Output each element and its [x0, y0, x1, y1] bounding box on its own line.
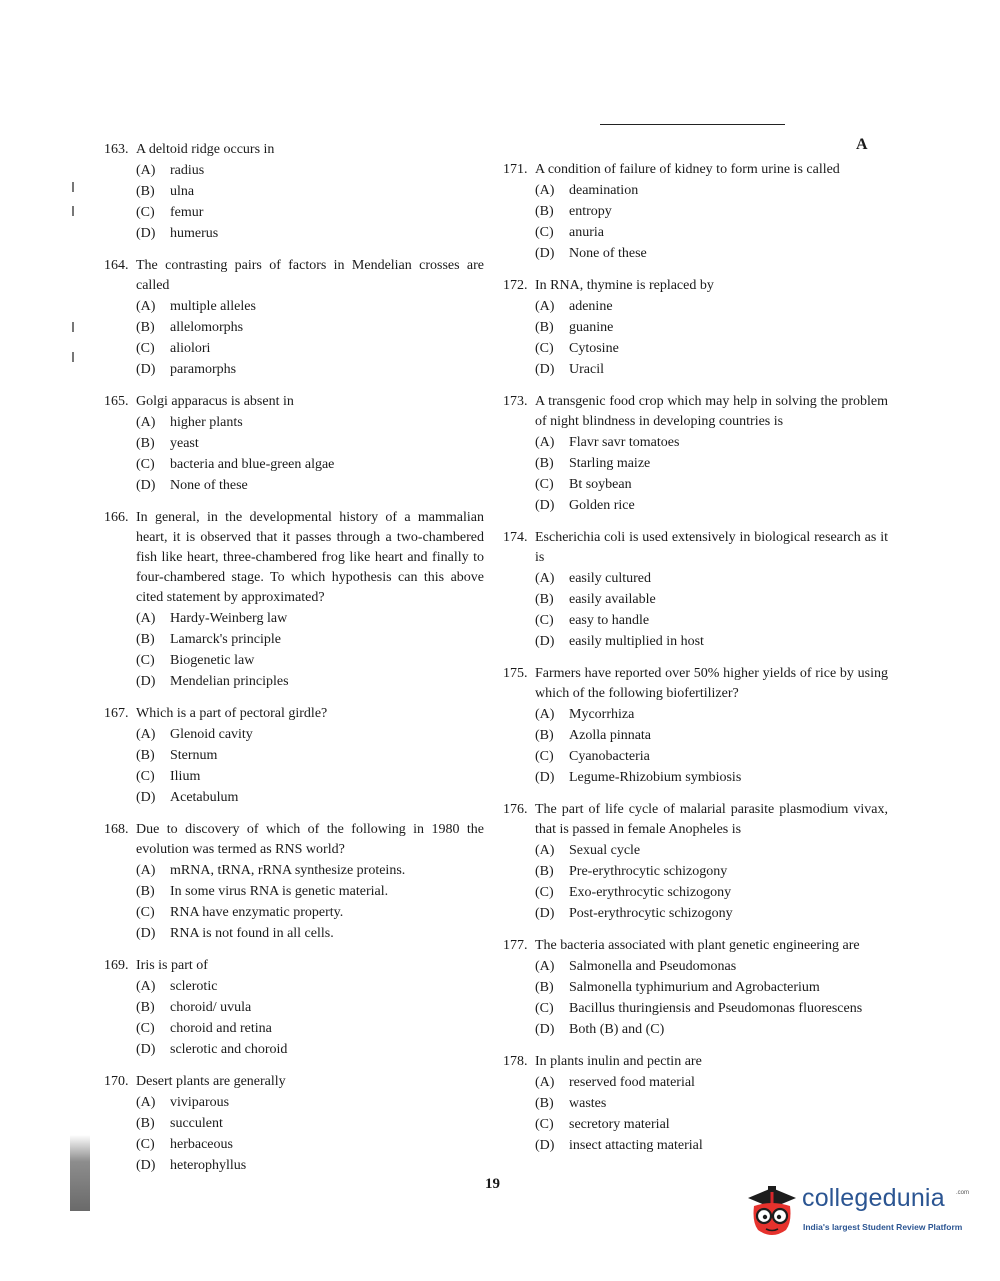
option-text: sclerotic [170, 979, 218, 994]
answer-option [136, 1135, 484, 1155]
option-text: Exo-erythrocytic schizogony [569, 885, 732, 900]
option-letter: (D) [136, 1158, 156, 1173]
question-stem [104, 140, 484, 160]
option-letter: (D) [535, 634, 555, 649]
question-text: Which is a part of pectoral girdle? [136, 706, 328, 721]
option-letter: (C) [136, 457, 155, 472]
question-text: The part of life cycle of malarial parasite plasmodium vivax, that is passed in female Anopheles is [535, 802, 888, 837]
answer-option [136, 1040, 484, 1060]
answer-option [535, 632, 888, 652]
question-number: 173. [503, 394, 528, 409]
question-number: 175. [503, 666, 528, 681]
answer-option [136, 1093, 484, 1113]
option-text: choroid/ uvula [170, 1000, 252, 1015]
option-letter: (B) [535, 864, 554, 879]
option-letter: (C) [535, 1117, 554, 1132]
set-label: A [856, 136, 868, 153]
option-text: yeast [170, 436, 199, 451]
scan-edge-mark [72, 182, 74, 192]
answer-option [535, 202, 888, 222]
option-letter: (A) [535, 299, 555, 314]
question-number: 177. [503, 938, 528, 953]
option-text: Cytosine [569, 341, 619, 356]
answer-option [535, 978, 888, 998]
option-letter: (A) [535, 707, 555, 722]
option-text: adenine [569, 299, 613, 314]
question-number: 171. [503, 162, 528, 177]
question-number: 163. [104, 142, 129, 157]
option-letter: (B) [535, 592, 554, 607]
option-text: Uracil [569, 362, 604, 377]
option-text: entropy [569, 204, 612, 219]
question-170 [104, 1072, 484, 1176]
option-text: Biogenetic law [170, 653, 255, 668]
option-letter: (B) [136, 184, 155, 199]
option-letter: (D) [136, 1042, 156, 1057]
answer-option [136, 609, 484, 629]
answer-option [136, 725, 484, 745]
option-text: Ilium [170, 769, 201, 784]
option-text: RNA is not found in all cells. [170, 926, 334, 941]
answer-option [535, 244, 888, 264]
option-letter: (B) [136, 1116, 155, 1131]
answer-option [136, 977, 484, 997]
question-text: In plants inulin and pectin are [535, 1054, 702, 1069]
option-text: aliolori [170, 341, 211, 356]
scan-edge-mark [72, 206, 74, 216]
question-stem [104, 820, 484, 860]
option-text: Mycorrhiza [569, 707, 635, 722]
question-stem [503, 160, 888, 180]
question-text: A transgenic food crop which may help in solving the problem of night blindness in developing countries is [535, 394, 888, 429]
option-letter: (D) [535, 1022, 555, 1037]
question-text: Escherichia coli is used extensively in biological research as it is [535, 530, 888, 565]
answer-option [136, 672, 484, 692]
question-stem [104, 256, 484, 296]
option-text: Flavr savr tomatoes [569, 435, 680, 450]
option-text: Starling maize [569, 456, 651, 471]
answer-option [535, 611, 888, 631]
question-stem [503, 664, 888, 704]
option-letter: (C) [535, 341, 554, 356]
option-letter: (C) [136, 341, 155, 356]
answer-option [535, 360, 888, 380]
answer-option [136, 1019, 484, 1039]
answer-option [136, 413, 484, 433]
option-letter: (A) [535, 183, 555, 198]
option-text: Sternum [170, 748, 218, 763]
option-text: sclerotic and choroid [170, 1042, 288, 1057]
answer-option [535, 1136, 888, 1156]
option-text: wastes [569, 1096, 607, 1111]
option-letter: (A) [136, 727, 156, 742]
option-text: Acetabulum [170, 790, 239, 805]
option-letter: (D) [136, 478, 156, 493]
option-text: Post-erythrocytic schizogony [569, 906, 733, 921]
answer-option [136, 1156, 484, 1176]
answer-option [136, 297, 484, 317]
answer-option [535, 223, 888, 243]
question-163 [104, 140, 484, 244]
answer-option [535, 1115, 888, 1135]
option-text: anuria [569, 225, 604, 240]
option-letter: (D) [535, 1138, 555, 1153]
question-stem [503, 392, 888, 432]
answer-option [535, 297, 888, 317]
answer-option [136, 1114, 484, 1134]
answer-option [535, 883, 888, 903]
option-letter: (B) [136, 1000, 155, 1015]
option-text: heterophyllus [170, 1158, 247, 1173]
option-text: RNA have enzymatic property. [170, 905, 344, 920]
question-168 [104, 820, 484, 944]
option-letter: (C) [535, 477, 554, 492]
option-letter: (B) [136, 436, 155, 451]
logo-domain-suffix: .com [956, 1190, 970, 1196]
answer-option [136, 161, 484, 181]
option-text: None of these [170, 478, 248, 493]
option-text: Sexual cycle [569, 843, 641, 858]
question-number: 172. [503, 278, 528, 293]
option-text: Lamarck's principle [170, 632, 281, 647]
question-text: Iris is part of [136, 958, 208, 973]
answer-option [136, 339, 484, 359]
collegedunia-logo [742, 1180, 972, 1244]
answer-option [136, 360, 484, 380]
option-letter: (D) [136, 674, 156, 689]
option-letter: (C) [136, 905, 155, 920]
question-172 [503, 276, 888, 380]
option-letter: (C) [136, 769, 155, 784]
question-text: A condition of failure of kidney to form urine is called [535, 162, 840, 177]
answer-option [136, 998, 484, 1018]
question-176 [503, 800, 888, 924]
question-167 [104, 704, 484, 808]
answer-option [136, 630, 484, 650]
answer-option [535, 747, 888, 767]
option-text: viviparous [170, 1095, 230, 1110]
option-text: Mendelian principles [170, 674, 289, 689]
question-text: In RNA, thymine is replaced by [535, 278, 714, 293]
answer-option [136, 203, 484, 223]
option-text: higher plants [170, 415, 243, 430]
option-text: Bt soybean [569, 477, 632, 492]
answer-option [535, 1094, 888, 1114]
option-text: Legume-Rhizobium symbiosis [569, 770, 742, 785]
option-text: easily multiplied in host [569, 634, 704, 649]
question-175 [503, 664, 888, 788]
question-stem [104, 392, 484, 412]
answer-option [136, 903, 484, 923]
answer-option [535, 841, 888, 861]
option-letter: (B) [535, 456, 554, 471]
question-stem [503, 1052, 888, 1072]
option-text: humerus [170, 226, 219, 241]
scan-edge-shadow [70, 1135, 90, 1211]
question-166 [104, 508, 484, 692]
option-text: Glenoid cavity [170, 727, 253, 742]
option-letter: (D) [136, 790, 156, 805]
option-letter: (B) [535, 204, 554, 219]
option-text: Both (B) and (C) [569, 1022, 665, 1037]
answer-option [535, 590, 888, 610]
option-letter: (D) [136, 362, 156, 377]
question-text: A deltoid ridge occurs in [136, 142, 275, 157]
option-letter: (C) [136, 205, 155, 220]
option-text: herbaceous [170, 1137, 233, 1152]
logo-tagline: India's largest Student Review Platform [803, 1222, 963, 1232]
answer-option [136, 651, 484, 671]
option-text: Golden rice [569, 498, 635, 513]
answer-option [535, 181, 888, 201]
question-stem [104, 704, 484, 724]
option-letter: (C) [535, 225, 554, 240]
answer-option [535, 1073, 888, 1093]
option-text: Cyanobacteria [569, 749, 650, 764]
option-letter: (D) [535, 498, 555, 513]
option-letter: (C) [136, 653, 155, 668]
answer-option [136, 924, 484, 944]
option-text: mRNA, tRNA, rRNA synthesize proteins. [170, 863, 406, 878]
answer-option [136, 224, 484, 244]
logo-wordmark: collegedunia [802, 1184, 945, 1212]
option-text: allelomorphs [170, 320, 244, 335]
option-text: Azolla pinnata [569, 728, 652, 743]
option-letter: (A) [535, 843, 555, 858]
option-letter: (B) [535, 1096, 554, 1111]
option-text: ulna [170, 184, 195, 199]
option-letter: (D) [535, 362, 555, 377]
option-text: insect attacting material [569, 1138, 703, 1153]
option-letter: (D) [535, 906, 555, 921]
question-number: 169. [104, 958, 129, 973]
option-letter: (B) [136, 320, 155, 335]
option-letter: (A) [535, 571, 555, 586]
option-letter: (A) [136, 611, 156, 626]
question-number: 176. [503, 802, 528, 817]
answer-option [136, 882, 484, 902]
left-question-column [104, 140, 484, 1188]
answer-option [535, 496, 888, 516]
option-text: choroid and retina [170, 1021, 272, 1036]
option-text: Pre-erythrocytic schizogony [569, 864, 728, 879]
header-rule [600, 124, 785, 125]
answer-option [136, 746, 484, 766]
question-text: The contrasting pairs of factors in Mendelian crosses are called [136, 258, 484, 293]
question-stem [104, 508, 484, 608]
answer-option [136, 861, 484, 881]
question-stem [503, 276, 888, 296]
question-text: Golgi apparacus is absent in [136, 394, 294, 409]
question-178 [503, 1052, 888, 1156]
option-text: In some virus RNA is genetic material. [170, 884, 389, 899]
answer-option [535, 957, 888, 977]
answer-option [535, 904, 888, 924]
question-164 [104, 256, 484, 380]
option-letter: (A) [136, 1095, 156, 1110]
question-177 [503, 936, 888, 1040]
answer-option [136, 318, 484, 338]
answer-option [136, 182, 484, 202]
scan-edge-mark [72, 352, 74, 362]
question-169 [104, 956, 484, 1060]
option-text: Salmonella typhimurium and Agrobacterium [569, 980, 820, 995]
question-165 [104, 392, 484, 496]
option-text: radius [170, 163, 205, 178]
answer-option [136, 476, 484, 496]
option-text: Hardy-Weinberg law [170, 611, 288, 626]
answer-option [535, 1020, 888, 1040]
option-letter: (B) [136, 632, 155, 647]
question-number: 174. [503, 530, 528, 545]
question-174 [503, 528, 888, 652]
option-text: reserved food material [569, 1075, 695, 1090]
option-letter: (A) [535, 959, 555, 974]
question-stem [503, 800, 888, 840]
option-letter: (C) [535, 885, 554, 900]
option-text: bacteria and blue-green algae [170, 457, 335, 472]
question-text: Desert plants are generally [136, 1074, 286, 1089]
question-number: 166. [104, 510, 129, 525]
question-stem [104, 956, 484, 976]
option-letter: (C) [136, 1021, 155, 1036]
answer-option [535, 318, 888, 338]
option-text: femur [170, 205, 204, 220]
option-text: succulent [170, 1116, 223, 1131]
option-letter: (C) [535, 749, 554, 764]
answer-option [535, 999, 888, 1019]
question-stem [503, 528, 888, 568]
option-text: guanine [569, 320, 614, 335]
right-question-column [503, 160, 888, 1168]
answer-option [136, 455, 484, 475]
question-number: 168. [104, 822, 129, 837]
answer-option [535, 768, 888, 788]
answer-option [535, 569, 888, 589]
option-text: easily cultured [569, 571, 652, 586]
option-text: multiple alleles [170, 299, 256, 314]
question-171 [503, 160, 888, 264]
answer-option [535, 726, 888, 746]
scan-edge-mark [72, 322, 74, 332]
option-text: None of these [569, 246, 647, 261]
page-number: 19 [485, 1176, 500, 1192]
option-letter: (A) [136, 979, 156, 994]
option-letter: (B) [535, 320, 554, 335]
question-173 [503, 392, 888, 516]
question-number: 178. [503, 1054, 528, 1069]
student-mascot-icon [742, 1182, 800, 1240]
answer-option [535, 862, 888, 882]
option-letter: (C) [136, 1137, 155, 1152]
answer-option [136, 788, 484, 808]
question-text: Farmers have reported over 50% higher yields of rice by using which of the following biofertilizer? [535, 666, 888, 701]
option-text: easily available [569, 592, 656, 607]
question-number: 167. [104, 706, 129, 721]
option-text: paramorphs [170, 362, 237, 377]
option-letter: (C) [535, 613, 554, 628]
option-letter: (A) [136, 415, 156, 430]
question-stem [503, 936, 888, 956]
answer-option [136, 434, 484, 454]
option-letter: (B) [535, 980, 554, 995]
answer-option [535, 475, 888, 495]
question-text: Due to discovery of which of the following in 1980 the evolution was termed as RNS world? [136, 822, 484, 857]
option-letter: (A) [136, 299, 156, 314]
option-text: Salmonella and Pseudomonas [569, 959, 737, 974]
option-letter: (D) [535, 770, 555, 785]
option-letter: (D) [535, 246, 555, 261]
question-text: The bacteria associated with plant genetic engineering are [535, 938, 860, 953]
option-letter: (A) [535, 435, 555, 450]
answer-option [535, 433, 888, 453]
option-letter: (B) [136, 748, 155, 763]
option-text: Bacillus thuringiensis and Pseudomonas fluorescens [569, 1001, 863, 1016]
option-letter: (B) [136, 884, 155, 899]
option-letter: (A) [535, 1075, 555, 1090]
answer-option [535, 454, 888, 474]
question-number: 165. [104, 394, 129, 409]
answer-option [535, 339, 888, 359]
answer-option [136, 767, 484, 787]
option-letter: (D) [136, 926, 156, 941]
question-text: In general, in the developmental history of a mammalian heart, it is observed that it passes through a two-chambered fish like heart, three-chambered frog like heart and finally to four-chambered stage. To which hypothesis can this above cited statement by approximated? [136, 510, 484, 605]
option-letter: (B) [535, 728, 554, 743]
option-letter: (A) [136, 863, 156, 878]
question-number: 170. [104, 1074, 129, 1089]
option-letter: (A) [136, 163, 156, 178]
question-number: 164. [104, 258, 129, 273]
option-letter: (C) [535, 1001, 554, 1016]
question-stem [104, 1072, 484, 1092]
option-letter: (D) [136, 226, 156, 241]
option-text: easy to handle [569, 613, 650, 628]
option-text: deamination [569, 183, 639, 198]
answer-option [535, 705, 888, 725]
option-text: secretory material [569, 1117, 670, 1132]
